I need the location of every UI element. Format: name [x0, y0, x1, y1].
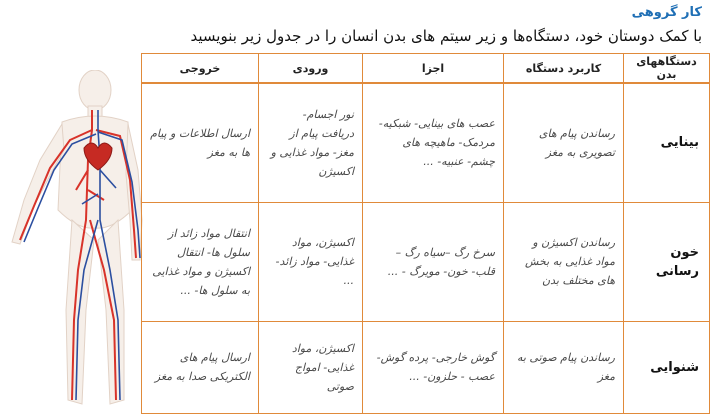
table-row [142, 83, 710, 202]
header-input: ورودی [259, 54, 363, 84]
header-function: کاربرد دستگاه [504, 54, 624, 84]
table-row [142, 321, 710, 413]
page-heading: کار گروهی [631, 5, 702, 20]
cell-parts: سرخ رگ –سیاه رگ – قلب- خون- مویرگ - ... [363, 202, 504, 321]
cell-input: نور اجسام- دریافت پیام از مغز- مواد غذایی و اکسیژن [259, 83, 363, 202]
header-parts: اجزا [363, 54, 504, 84]
instruction-text: با کمک دوستان خود، دستگاه‌ها و زیر سیتم های بدن انسان را در جدول زیر بنویسید [190, 27, 702, 45]
cell-function: رساندن پیام های تصویری به مغز [504, 83, 624, 202]
table-row [142, 202, 710, 321]
table-header-row [142, 54, 710, 84]
cell-system: خون رسانی [624, 202, 710, 321]
body-systems-table [141, 53, 710, 414]
circulatory-system-figure [0, 70, 145, 414]
header-output: خروجی [142, 54, 259, 84]
cell-parts: گوش خارجی- پرده گوش- عصب - حلزون- ... [363, 321, 504, 413]
cell-output: ارسال پیام های الکتریکی صدا به مغز [142, 321, 259, 413]
cell-output: ارسال اطلاعات و پیام ها به مغز [142, 83, 259, 202]
cell-function: رساندن اکسیژن و مواد غذایی به بخش های مختلف بدن [504, 202, 624, 321]
cell-parts: عصب های بینایی- شبکیه- مردمک- ماهیچه های چشم- عنبیه- ... [363, 83, 504, 202]
cell-input: اکسیژن، مواد غذایی- مواد زائد- ... [259, 202, 363, 321]
cell-function: رساندن پیام صوتی به مغز [504, 321, 624, 413]
cell-system: بینایی [624, 83, 710, 202]
header-system: دستگاههای بدن [624, 54, 710, 84]
cell-input: اکسیژن، مواد غذایی- امواج صوتی [259, 321, 363, 413]
cell-system: شنوایی [624, 321, 710, 413]
cell-output: انتقال مواد زائد از سلول ها- انتقال اکسیژن و مواد غذایی به سلول ها- ... [142, 202, 259, 321]
